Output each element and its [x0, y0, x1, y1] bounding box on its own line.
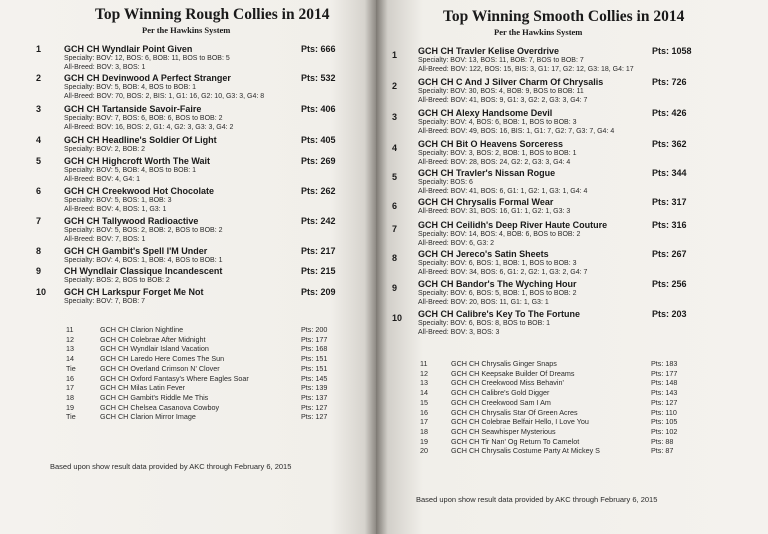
- rank-number: 8: [36, 246, 42, 256]
- source-footer: Based upon show result data provided by AKC through February 6, 2015: [416, 495, 658, 504]
- dog-name: GCH CH Larkspur Forget Me Not: [64, 287, 204, 297]
- points-value: Pts: 203: [652, 309, 687, 319]
- win-stats-line: Specialty: BOV: 4, BOS: 6, BOB: 1, BOS to BOB: 3: [418, 118, 577, 126]
- runner-rank: Tie: [66, 363, 76, 373]
- runner-rank: 11: [66, 325, 74, 334]
- rank-number: 2: [36, 73, 42, 83]
- win-stats-line: Specialty: BOV: 6, BOS: 1, BOB: 1, BOS to BOB: 3: [418, 259, 577, 267]
- runner-rank: 20: [420, 446, 428, 456]
- dog-name: CH Wyndlair Classique Incandescent: [64, 266, 223, 276]
- runner-points: Pts: 151: [301, 363, 328, 373]
- points-value: Pts: 316: [652, 220, 687, 230]
- dog-name: GCH CH Tartanside Savoir-Faire: [64, 104, 202, 114]
- runner-rank: 13: [420, 378, 428, 388]
- dog-name: GCH CH Ceilidh's Deep River Haute Couture: [418, 220, 608, 230]
- points-value: Pts: 406: [301, 104, 336, 114]
- dog-name: GCH CH Calibre's Key To The Fortune: [418, 309, 580, 319]
- runner-name: GCH CH Colebrae After Midnight: [100, 334, 206, 344]
- win-stats-line: Specialty: BOS: 2, BOS to BOB: 2: [64, 276, 170, 284]
- dog-name: GCH CH C And J Silver Charm Of Chrysalis: [418, 77, 604, 87]
- win-stats-line: All-Breed: BOV: 16, BOS: 2, G1: 4, G2: 3, G3: 3, G4: 2: [64, 124, 234, 132]
- dog-name: GCH CH Gambit's Spell I'M Under: [64, 246, 208, 256]
- rank-number: 3: [36, 104, 42, 114]
- win-stats-line: Specialty: BOV: 12, BOS: 6, BOB: 11, BOS to BOB: 5: [64, 54, 230, 62]
- win-stats-line: Specialty: BOV: 14, BOS: 4, BOB: 6, BOS to BOB: 2: [418, 230, 581, 238]
- page-title: Top Winning Rough Collies in 2014: [95, 6, 330, 23]
- points-value: Pts: 344: [652, 168, 687, 178]
- page-subtitle: Per the Hawkins System: [142, 25, 231, 35]
- runner-points: Pts: 143: [651, 388, 678, 398]
- runner-name: GCH CH Chrysalis Star Of Green Acres: [451, 407, 578, 417]
- win-stats-line: All-Breed: BOV: 34, BOS: 6, G1: 2, G2: 1, G3: 2, G4: 7: [418, 269, 588, 277]
- runner-points: Pts: 177: [651, 368, 678, 378]
- win-stats-line: All-Breed: BOV: 28, BOS: 24, G2: 2, G3: 3, G4: 4: [418, 159, 571, 167]
- runner-points: Pts: 105: [651, 417, 678, 427]
- source-footer: Based upon show result data provided by AKC through February 6, 2015: [50, 462, 292, 471]
- runner-points: Pts: 200: [301, 325, 328, 334]
- rank-number: 6: [392, 201, 398, 211]
- win-stats-line: All-Breed: BOV: 3, BOS: 3: [418, 329, 500, 337]
- win-stats-line: Specialty: BOV: 7, BOS: 6, BOB: 6, BOS to BOB: 2: [64, 114, 223, 122]
- points-value: Pts: 209: [301, 287, 336, 297]
- win-stats-line: All-Breed: BOV: 4, G4: 1: [64, 176, 140, 184]
- rank-number: 5: [392, 172, 398, 182]
- runner-rank: 15: [420, 397, 428, 407]
- rank-number: 2: [392, 81, 398, 91]
- dog-name: GCH CH Headline's Soldier Of Light: [64, 135, 217, 145]
- win-stats-line: All-Breed: BOV: 20, BOS: 11, G1: 1, G3: 1: [418, 299, 549, 307]
- points-value: Pts: 262: [301, 186, 336, 196]
- runner-name: GCH CH Chrysalis Costume Party At Mickey S: [451, 446, 600, 456]
- rank-number: 10: [36, 287, 47, 297]
- runner-points: Pts: 127: [651, 397, 678, 407]
- dog-name: GCH CH Tallywood Radioactive: [64, 216, 199, 226]
- runner-points: Pts: 183: [651, 359, 678, 368]
- right-page: [376, 0, 768, 534]
- dog-name: GCH CH Devinwood A Perfect Stranger: [64, 73, 231, 83]
- runner-rank: 12: [66, 334, 74, 344]
- rank-number: 9: [36, 266, 42, 276]
- rank-number: 1: [392, 50, 398, 60]
- runner-points: Pts: 151: [301, 354, 328, 364]
- runner-name: GCH CH Chrysalis Ginger Snaps: [451, 359, 557, 368]
- runner-points: Pts: 145: [301, 373, 328, 383]
- rank-number: 10: [392, 313, 403, 323]
- win-stats-line: Specialty: BOV: 30, BOS: 4, BOB: 9, BOS to BOB: 11: [418, 87, 584, 95]
- runner-rank: 17: [66, 383, 74, 393]
- win-stats-line: Specialty: BOV: 6, BOS: 5, BOB: 1, BOS to BOB: 2: [418, 289, 577, 297]
- page-title: Top Winning Smooth Collies in 2014: [443, 8, 685, 25]
- win-stats-line: All-Breed: BOV: 41, BOS: 6, G1: 1, G2: 1, G3: 1, G4: 4: [418, 188, 588, 196]
- win-stats-line: Specialty: BOS: 6: [418, 178, 473, 186]
- runner-points: Pts: 137: [301, 392, 328, 402]
- win-stats-line: Specialty: BOV: 4, BOS: 1, BOB: 4, BOS to BOB: 1: [64, 256, 223, 264]
- dog-name: GCH CH Creekwood Hot Chocolate: [64, 186, 215, 196]
- win-stats-line: Specialty: BOV: 7, BOB: 7: [64, 297, 146, 305]
- runner-rank: 17: [420, 417, 428, 427]
- runner-points: Pts: 87: [651, 446, 674, 456]
- runner-name: GCH CH Laredo Here Comes The Sun: [100, 354, 225, 364]
- runner-name: GCH CH Colebrae Belfair Hello, I Love You: [451, 417, 589, 427]
- rank-number: 9: [392, 283, 398, 293]
- runner-points: Pts: 127: [301, 412, 328, 422]
- points-value: Pts: 726: [652, 77, 687, 87]
- runner-name: GCH CH Creekwood Miss Behavin': [451, 378, 564, 388]
- runner-points: Pts: 110: [651, 407, 677, 417]
- runner-rank: 16: [420, 407, 428, 417]
- win-stats-line: Specialty: BOV: 2, BOB: 2: [64, 145, 146, 153]
- runner-name: GCH CH Tir Nan' Og Return To Camelot: [451, 436, 580, 446]
- rank-number: 7: [36, 216, 42, 226]
- runner-name: GCH CH Clarion Nightline: [100, 325, 184, 334]
- runner-rank: 13: [66, 344, 74, 354]
- runner-name: GCH CH Seawhisper Mysterious: [451, 426, 556, 436]
- win-stats-line: Specialty: BOV: 5, BOS: 2, BOB: 2, BOS to BOB: 2: [64, 226, 223, 234]
- win-stats-line: Specialty: BOV: 13, BOS: 11, BOB: 7, BOS to BOB: 7: [418, 56, 584, 64]
- points-value: Pts: 256: [652, 279, 687, 289]
- dog-name: GCH CH Highcroft Worth The Wait: [64, 156, 210, 166]
- runner-name: GCH CH Milas Latin Fever: [100, 383, 186, 393]
- runner-name: GCH CH Creekwood Sam I Am: [451, 397, 551, 407]
- points-value: Pts: 405: [301, 135, 336, 145]
- rank-number: 4: [392, 143, 398, 153]
- win-stats-line: Specialty: BOV: 3, BOS: 2, BOB: 1, BOS to BOB: 1: [418, 149, 577, 157]
- win-stats-line: All-Breed: BOV: 41, BOS: 9, G1: 3, G2: 2, G3: 3, G4: 7: [418, 97, 588, 105]
- runner-rank: 11: [420, 359, 428, 368]
- runner-name: GCH CH Calibre's Gold Digger: [451, 388, 550, 398]
- rank-number: 6: [36, 186, 42, 196]
- runner-name: GCH CH Overland Crimson N' Clover: [100, 363, 220, 373]
- points-value: Pts: 317: [652, 197, 687, 207]
- points-value: Pts: 242: [301, 216, 336, 226]
- rank-number: 3: [392, 112, 398, 122]
- runner-name: GCH CH Chelsea Casanova Cowboy: [100, 402, 220, 412]
- win-stats-line: All-Breed: BOV: 70, BOS: 2, BIS: 1, G1: 16, G2: 10, G3: 3, G4: 8: [64, 93, 265, 101]
- runner-name: GCH CH Keepsake Builder Of Dreams: [451, 368, 575, 378]
- runner-rank: 12: [420, 368, 428, 378]
- win-stats-line: Specialty: BOV: 5, BOB: 4, BOS to BOB: 1: [64, 166, 197, 174]
- page-subtitle: Per the Hawkins System: [494, 27, 583, 37]
- win-stats-line: All-Breed: BOV: 3, BOS: 1: [64, 64, 146, 72]
- points-value: Pts: 267: [652, 249, 687, 259]
- dog-name: GCH CH Jereco's Satin Sheets: [418, 249, 549, 259]
- win-stats-line: All-Breed: BOV: 6, G3: 2: [418, 240, 494, 248]
- runner-name: GCH CH Wyndlair Island Vacation: [100, 344, 209, 354]
- points-value: Pts: 269: [301, 156, 336, 166]
- runner-rank: 19: [66, 402, 74, 412]
- runner-points: Pts: 102: [651, 426, 678, 436]
- rank-number: 5: [36, 156, 42, 166]
- runner-points: Pts: 168: [301, 344, 328, 354]
- runner-rank: 14: [66, 354, 74, 364]
- runner-points: Pts: 88: [651, 436, 674, 446]
- rank-number: 8: [392, 253, 398, 263]
- rank-number: 1: [36, 44, 42, 54]
- win-stats-line: All-Breed: BOV: 7, BOS: 1: [64, 236, 146, 244]
- runner-rank: 19: [420, 436, 428, 446]
- runner-name: GCH CH Gambit's Riddle Me This: [100, 392, 209, 402]
- win-stats-line: Specialty: BOV: 5, BOS: 1, BOB: 3: [64, 196, 172, 204]
- runner-rank: 18: [66, 392, 74, 402]
- dog-name: GCH CH Wyndlair Point Given: [64, 44, 193, 54]
- win-stats-line: All-Breed: BOV: 4, BOS: 1, G3: 1: [64, 206, 167, 214]
- points-value: Pts: 217: [301, 246, 336, 256]
- dog-name: GCH CH Travler's Nissan Rogue: [418, 168, 556, 178]
- points-value: Pts: 666: [301, 44, 336, 54]
- dog-name: GCH CH Bandor's The Wyching Hour: [418, 279, 577, 289]
- runner-rank: 16: [66, 373, 74, 383]
- points-value: Pts: 362: [652, 139, 687, 149]
- points-value: Pts: 1058: [652, 46, 692, 56]
- win-stats-line: Specialty: BOV: 6, BOS: 8, BOS to BOB: 1: [418, 319, 551, 327]
- rank-number: 4: [36, 135, 42, 145]
- points-value: Pts: 215: [301, 266, 336, 276]
- left-page: [0, 0, 376, 534]
- points-value: Pts: 532: [301, 73, 336, 83]
- runner-rank: Tie: [66, 412, 76, 422]
- runner-rank: 18: [420, 426, 428, 436]
- win-stats-line: Specialty: BOV: 5, BOB: 4, BOS to BOB: 1: [64, 83, 197, 91]
- dog-name: GCH CH Bit O Heavens Sorceress: [418, 139, 564, 149]
- runner-points: Pts: 139: [301, 383, 328, 393]
- dog-name: GCH CH Chrysalis Formal Wear: [418, 197, 554, 207]
- win-stats-line: All-Breed: BOV: 49, BOS: 16, BIS: 1, G1: 7, G2: 7, G3: 7, G4: 4: [418, 128, 615, 136]
- rank-number: 7: [392, 224, 398, 234]
- points-value: Pts: 426: [652, 108, 687, 118]
- dog-name: GCH CH Travler Kelise Overdrive: [418, 46, 560, 56]
- dog-name: GCH CH Alexy Handsome Devil: [418, 108, 553, 118]
- runner-name: GCH CH Oxford Fantasy's Where Eagles Soar: [100, 373, 249, 383]
- win-stats-line: All-Breed: BOV: 31, BOS: 16, G1: 1, G2: 1, G3: 3: [418, 207, 571, 215]
- win-stats-line: All-Breed: BOV: 122, BOS: 15, BIS: 3, G1: 17, G2: 12, G3: 18, G4: 17: [418, 66, 634, 74]
- runner-points: Pts: 127: [301, 402, 328, 412]
- runner-points: Pts: 148: [651, 378, 678, 388]
- runner-rank: 14: [420, 388, 428, 398]
- runner-points: Pts: 177: [301, 334, 328, 344]
- runner-name: GCH CH Clarion Mirror Image: [100, 412, 196, 422]
